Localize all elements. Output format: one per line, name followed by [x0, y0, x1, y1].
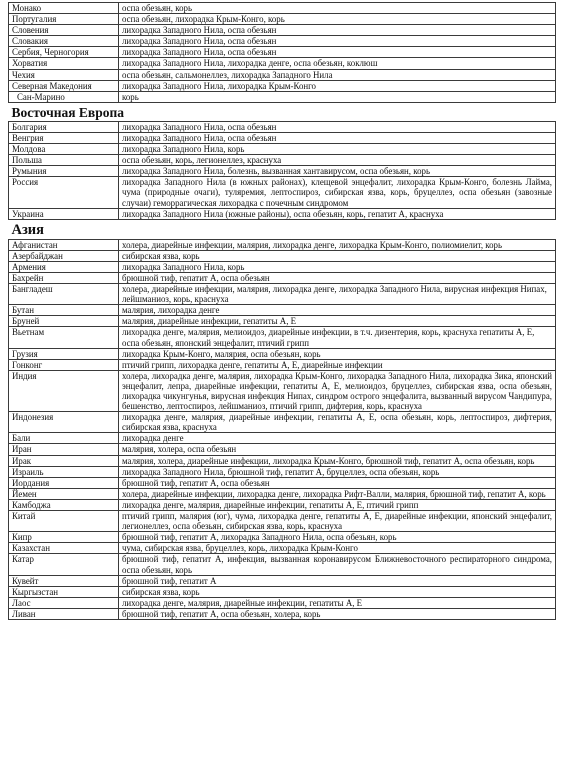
- country-cell: Польша: [9, 155, 119, 166]
- country-cell: Иордания: [9, 477, 119, 488]
- country-cell: Россия: [9, 177, 119, 208]
- disease-table: [8, 2, 556, 620]
- diseases-cell: лихорадка Западного Нила, оспа обезьян: [119, 121, 556, 132]
- country-cell: Камбоджа: [9, 499, 119, 510]
- diseases-cell: холера, диарейные инфекции, лихорадка денге, лихорадка Рифт-Валли, малярия, брюшной тиф, гепатит А, корь: [119, 488, 556, 499]
- table-row: [9, 597, 556, 608]
- diseases-cell: лихорадка Крым-Конго, малярия, оспа обезьян, корь: [119, 348, 556, 359]
- country-cell: Бахрейн: [9, 272, 119, 283]
- diseases-cell: лихорадка Западного Нила, корь: [119, 261, 556, 272]
- country-cell: Хорватия: [9, 58, 119, 69]
- table-row: [9, 3, 556, 14]
- country-cell: Индия: [9, 370, 119, 411]
- country-cell: Монако: [9, 3, 119, 14]
- country-cell: Бутан: [9, 305, 119, 316]
- country-cell: Словакия: [9, 36, 119, 47]
- table-row: [9, 327, 556, 348]
- diseases-cell: птичий грипп, лихорадка денге, гепатиты А, Е, диарейные инфекции: [119, 359, 556, 370]
- table-row: [9, 466, 556, 477]
- table-row: [9, 121, 556, 132]
- diseases-cell: лихорадка денге, малярия, диарейные инфекции, гепатиты А, Е: [119, 597, 556, 608]
- country-cell: Вьетнам: [9, 327, 119, 348]
- country-cell: Азербайджан: [9, 250, 119, 261]
- country-cell: Грузия: [9, 348, 119, 359]
- diseases-cell: оспа обезьян, корь: [119, 3, 556, 14]
- country-cell: Кипр: [9, 532, 119, 543]
- table-row: [9, 444, 556, 455]
- country-cell: Казахстан: [9, 543, 119, 554]
- table-row: [9, 586, 556, 597]
- diseases-cell: сибирская язва, корь: [119, 250, 556, 261]
- table-row: [9, 488, 556, 499]
- section-heading-eastern-europe: Восточная Европа: [9, 102, 556, 121]
- diseases-cell: лихорадка Западного Нила (южные районы), оспа обезьян, корь, гепатит А, краснуха: [119, 208, 556, 219]
- diseases-cell: корь: [119, 91, 556, 102]
- section-heading-asia: Азия: [9, 219, 556, 239]
- diseases-cell: лихорадка Западного Нила, лихорадка денге, оспа обезьян, коклюш: [119, 58, 556, 69]
- diseases-cell: холера, диарейные инфекции, малярия, лихорадка денге, лихорадка Западного Нила, вирусная инфекция Нипах, лейшманиоз, корь, краснуха: [119, 284, 556, 305]
- table-row: [9, 91, 556, 102]
- diseases-cell: брюшной тиф, гепатит А, лихорадка Западного Нила, оспа обезьян, корь: [119, 532, 556, 543]
- country-cell: Португалия: [9, 14, 119, 25]
- diseases-cell: оспа обезьян, лихорадка Крым-Конго, корь: [119, 14, 556, 25]
- diseases-cell: лихорадка Западного Нила, корь: [119, 144, 556, 155]
- diseases-cell: чума, сибирская язва, бруцеллез, корь, лихорадка Крым-Конго: [119, 543, 556, 554]
- diseases-cell: лихорадка Западного Нила, оспа обезьян: [119, 132, 556, 143]
- country-cell: Украина: [9, 208, 119, 219]
- diseases-cell: лихорадка денге, малярия, мелиоидоз, диарейные инфекции, в т.ч. дизентерия, корь, краснуха гепатиты А, Е, оспа обезьян, японский энцефалит, птичий грипп: [119, 327, 556, 348]
- country-cell: Кыргызстан: [9, 586, 119, 597]
- diseases-cell: птичий грипп, малярия (юг), чума, лихорадка денге, гепатиты А, Е, диарейные инфекции, японский энцефалит, легионеллез, оспа обезьян, сибирская язва, корь, краснуха: [119, 511, 556, 532]
- country-cell: Венгрия: [9, 132, 119, 143]
- table-row: [9, 348, 556, 359]
- table-row: [9, 499, 556, 510]
- country-cell: Румыния: [9, 166, 119, 177]
- country-cell: Северная Македония: [9, 80, 119, 91]
- table-row: [9, 208, 556, 219]
- table-row: [9, 36, 556, 47]
- table-row: [9, 166, 556, 177]
- country-cell: Бали: [9, 433, 119, 444]
- table-row: [9, 477, 556, 488]
- diseases-cell: оспа обезьян, корь, легионеллез, краснуха: [119, 155, 556, 166]
- diseases-cell: брюшной тиф, гепатит А, оспа обезьян: [119, 477, 556, 488]
- table-row: [9, 543, 556, 554]
- diseases-cell: лихорадка Западного Нила, лихорадка Крым-Конго: [119, 80, 556, 91]
- table-row: [9, 250, 556, 261]
- table-row: [9, 511, 556, 532]
- diseases-cell: малярия, холера, диарейные инфекции, лихорадка Крым-Конго, брюшной тиф, гепатит А, оспа обезьян, корь: [119, 455, 556, 466]
- table-row: [9, 239, 556, 250]
- table-row: [9, 47, 556, 58]
- country-cell: Бруней: [9, 316, 119, 327]
- diseases-cell: малярия, холера, оспа обезьян: [119, 444, 556, 455]
- country-cell: Чехия: [9, 69, 119, 80]
- table-row: [9, 455, 556, 466]
- country-cell: Китай: [9, 511, 119, 532]
- diseases-cell: холера, диарейные инфекции, малярия, лихорадка денге, лихорадка Крым-Конго, полиомиелит, корь: [119, 239, 556, 250]
- country-cell: Сан-Марино: [9, 91, 119, 102]
- document-page: [8, 2, 555, 620]
- diseases-cell: брюшной тиф, гепатит А, инфекция, вызванная коронавирусом Ближневосточного респираторного синдрома, оспа обезьян, корь: [119, 554, 556, 575]
- country-cell: Йемен: [9, 488, 119, 499]
- country-cell: Ирак: [9, 455, 119, 466]
- diseases-cell: брюшной тиф, гепатит А, оспа обезьян: [119, 272, 556, 283]
- table-row: [9, 261, 556, 272]
- diseases-cell: лихорадка Западного Нила, брюшной тиф, гепатит А, бруцеллез, оспа обезьян, корь: [119, 466, 556, 477]
- country-cell: Индонезия: [9, 412, 119, 433]
- table-row: [9, 305, 556, 316]
- country-cell: Армения: [9, 261, 119, 272]
- table-row: [9, 284, 556, 305]
- diseases-cell: оспа обезьян, сальмонеллез, лихорадка Западного Нила: [119, 69, 556, 80]
- diseases-cell: лихорадка Западного Нила, оспа обезьян: [119, 47, 556, 58]
- table-row: [9, 433, 556, 444]
- table-section-east-header: [9, 102, 556, 121]
- table-row: [9, 412, 556, 433]
- table-row: [9, 144, 556, 155]
- diseases-cell: лихорадка денге: [119, 433, 556, 444]
- table-section-top: [9, 3, 556, 103]
- diseases-cell: лихорадка Западного Нила, оспа обезьян: [119, 36, 556, 47]
- table-row: [9, 177, 556, 208]
- table-section-asia-header: [9, 219, 556, 239]
- country-cell: Израиль: [9, 466, 119, 477]
- country-cell: Афганистан: [9, 239, 119, 250]
- table-row: [9, 575, 556, 586]
- table-section-eastern-europe: [9, 121, 556, 219]
- diseases-cell: брюшной тиф, гепатит А: [119, 575, 556, 586]
- country-cell: Ливан: [9, 608, 119, 619]
- table-row: [9, 132, 556, 143]
- country-cell: Катар: [9, 554, 119, 575]
- diseases-cell: лихорадка Западного Нила, оспа обезьян: [119, 25, 556, 36]
- country-cell: Гонконг: [9, 359, 119, 370]
- diseases-cell: малярия, лихорадка денге: [119, 305, 556, 316]
- table-row: [9, 272, 556, 283]
- country-cell: Лаос: [9, 597, 119, 608]
- table-section-asia: [9, 239, 556, 619]
- diseases-cell: лихорадка Западного Нила, болезнь, вызванная хантавирусом, оспа обезьян, корь: [119, 166, 556, 177]
- diseases-cell: лихорадка Западного Нила (в южных районах), клещевой энцефалит, лихорадка Крым-Конго, болезнь Лайма, чума (природные очаги), туляремия, лептоспироз, сибирская язва, корь, бруцеллез, оспа обезьян (завозные случаи) геморрагическая лихорадка с почечным синдромом: [119, 177, 556, 208]
- country-cell: Бангладеш: [9, 284, 119, 305]
- country-cell: Сербия, Черногория: [9, 47, 119, 58]
- table-row: [9, 608, 556, 619]
- table-row: [9, 155, 556, 166]
- table-row: [9, 69, 556, 80]
- table-row: [9, 14, 556, 25]
- table-row: [9, 532, 556, 543]
- diseases-cell: лихорадка денге, малярия, диарейные инфекции, гепатиты А, Е, птичий грипп: [119, 499, 556, 510]
- table-row: [9, 80, 556, 91]
- table-row: [9, 359, 556, 370]
- country-cell: Болгария: [9, 121, 119, 132]
- table-row: [9, 25, 556, 36]
- diseases-cell: лихорадка денге, малярия, диарейные инфекции, гепатиты А, Е, оспа обезьян, корь, лептоспироз, дифтерия, сибирская язва, краснуха: [119, 412, 556, 433]
- diseases-cell: малярия, диарейные инфекции, гепатиты А, Е: [119, 316, 556, 327]
- country-cell: Словения: [9, 25, 119, 36]
- table-row: [9, 370, 556, 411]
- table-row: [9, 316, 556, 327]
- country-cell: Иран: [9, 444, 119, 455]
- country-cell: Молдова: [9, 144, 119, 155]
- country-cell: Кувейт: [9, 575, 119, 586]
- table-row: [9, 58, 556, 69]
- diseases-cell: холера, лихорадка денге, малярия, лихорадка Крым-Конго, лихорадка Западного Нила, лихорадка Зика, японский энцефалит, лепра, диарейные инфекции, гепатиты А, Е, мелиоидоз, бруцеллез, сибирская язва, оспа обезьян, лихорадка чикунгунья, вирусная инфекция Нипах, синдром острого энцефалита, вызванный вирусом Чандипура, бешенство, лептоспироз, лейшманиоз, птичий грипп, дифтерия, корь, краснуха: [119, 370, 556, 411]
- diseases-cell: брюшной тиф, гепатит А, оспа обезьян, холера, корь: [119, 608, 556, 619]
- table-row: [9, 554, 556, 575]
- diseases-cell: сибирская язва, корь: [119, 586, 556, 597]
